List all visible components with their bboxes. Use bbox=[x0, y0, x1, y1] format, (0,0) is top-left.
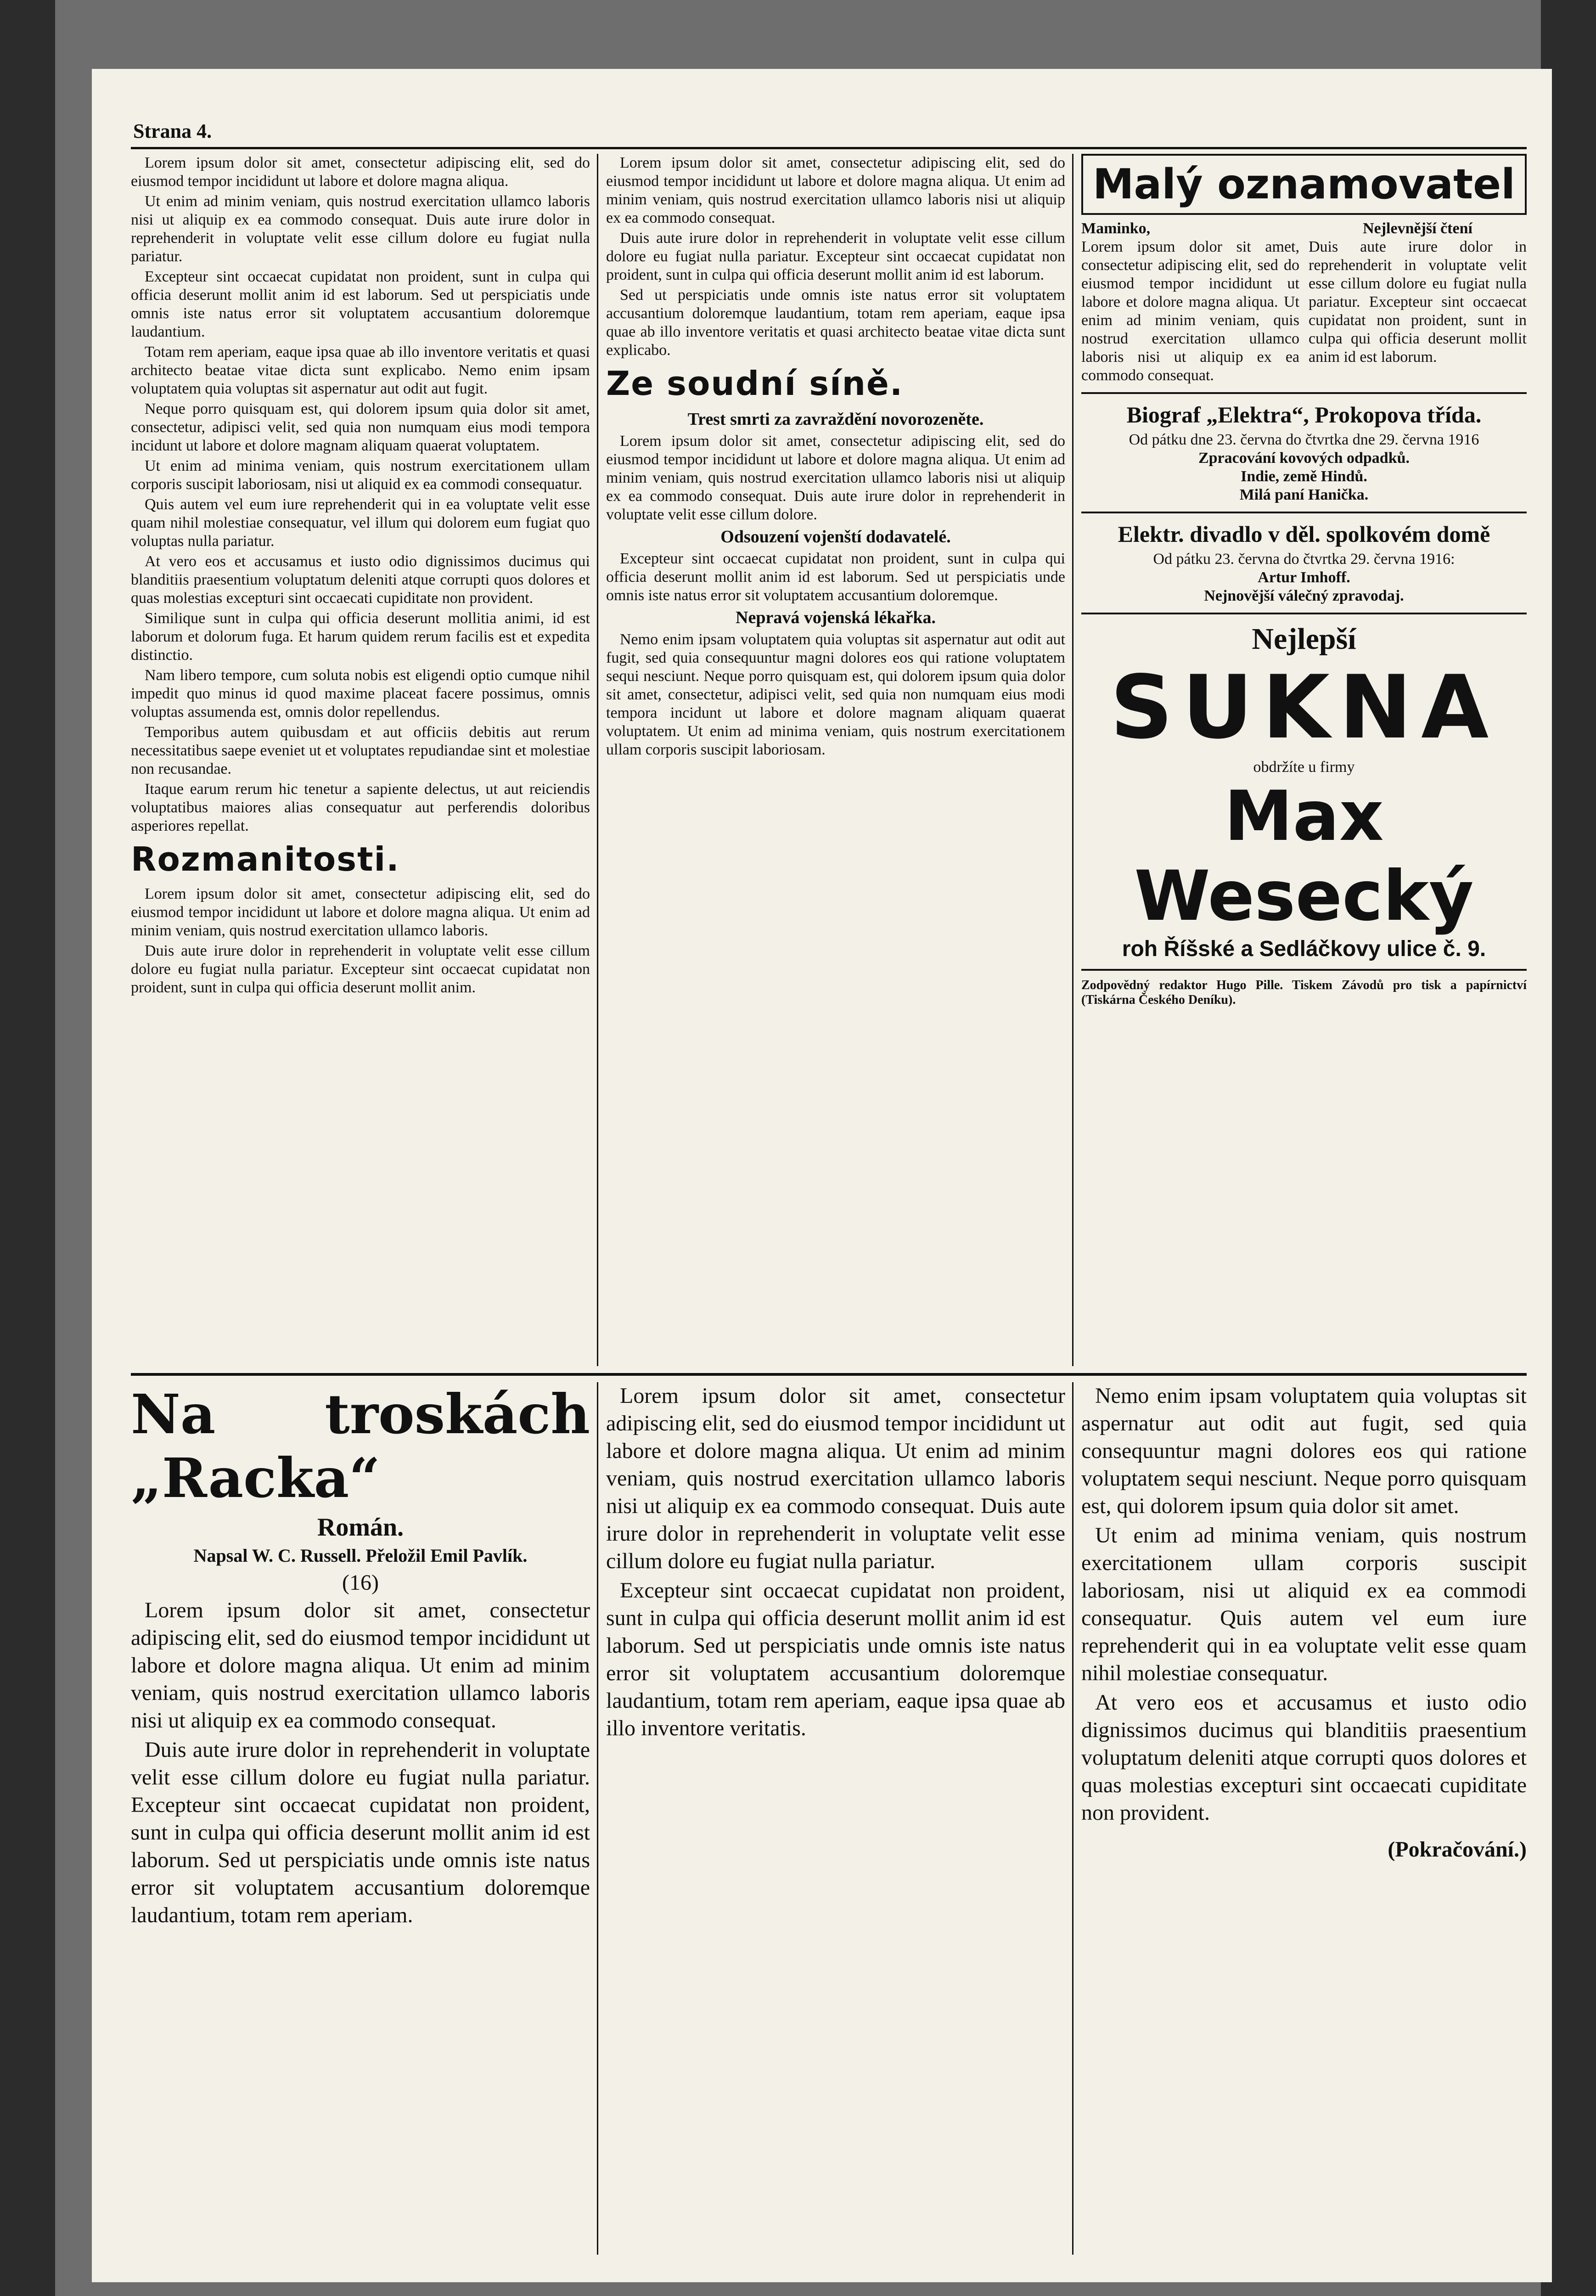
paragraph: Excepteur sint occaecat cupidatat non proident, sunt in culpa qui officia deserunt mollit anim id est laborum. Sed ut perspiciatis unde omnis iste natus error sit voluptatem accusantium doloremque laudantium. bbox=[131, 268, 590, 340]
big-ad-middle: obdržíte u firmy bbox=[1253, 759, 1355, 776]
serial-author: Napsal W. C. Russell. Přeložil Emil Pavlík. bbox=[193, 1545, 528, 1566]
paragraph: Lorem ipsum dolor sit amet, consectetur adipiscing elit, sed do eiusmod tempor incididunt ut labore et dolore magna aliqua. Ut enim ad minim veniam, quis nostrud exercitation ullamco laboris nisi ut aliquip ex ea commodo consequat. bbox=[131, 1598, 590, 1733]
paragraph: Neque porro quisquam est, qui dolorem ipsum quia dolor sit amet, consectetur, adipisci velit, sed quia non numquam eius modi tempora incidunt ut labore et dolore magnam aliquam quaerat voluptatem. bbox=[131, 400, 590, 454]
serial-column-2-paragraphs bbox=[606, 1382, 1065, 1742]
column-divider-1 bbox=[597, 154, 598, 1366]
cinema-1-program-1: Zpracování kovových odpadků. bbox=[1198, 450, 1410, 467]
cinema-1-title: Biograf „Elektra“, Prokopova třída. bbox=[1126, 402, 1482, 428]
ads-divider-3 bbox=[1081, 613, 1527, 614]
cinema-1-program-3: Milá paní Hanička. bbox=[1239, 486, 1369, 503]
paragraph: Duis aute irure dolor in reprehenderit in voluptate velit esse cillum dolore eu fugiat nulla pariatur. Excepteur sint occaecat cupidatat non proident, sunt in culpa qui officia deserunt mollit anim id est laborum. Sed ut perspiciatis unde omnis iste natus error sit voluptatem accusantium doloremque laudantium, totam rem aperiam. bbox=[131, 1738, 590, 1927]
serial-column-1 bbox=[131, 1382, 590, 2255]
court-paragraphs-1 bbox=[606, 432, 1065, 524]
paragraph: Sed ut perspiciatis unde omnis iste natus error sit voluptatem accusantium doloremque laudantium, totam rem aperiam, eaque ipsa quae ab illo inventore veritatis et quasi architecto beatae vitae dicta sunt explicabo. bbox=[606, 287, 1065, 359]
paragraph: At vero eos et accusamus et iusto odio dignissimos ducimus qui blanditiis praesentium voluptatum deleniti atque corrupti quos dolores et quas molestias excepturi sint occaecati cupiditate non provident. bbox=[131, 553, 590, 607]
section-rozmanitosti-paragraphs bbox=[131, 885, 590, 997]
big-ad-top: Nejlepší bbox=[1252, 622, 1356, 656]
paragraph: Excepteur sint occaecat cupidatat non proident, sunt in culpa qui officia deserunt mollit anim id est laborum. Sed ut perspiciatis unde omnis iste natus error sit voluptatem accusantium doloremque. bbox=[606, 550, 1065, 604]
column-1 bbox=[131, 154, 590, 1366]
paragraph: Lorem ipsum dolor sit amet, consectetur adipiscing elit, sed do eiusmod tempor incididunt ut labore et dolore magna aliqua. Ut enim ad minim veniam, quis nostrud exercitation ullamco laboris nisi ut aliquip ex ea commodo consequat. Duis aute irure dolor in reprehenderit in voluptate velit esse cillum dolore. bbox=[606, 433, 1065, 523]
cinema-2-title: Elektr. divadlo v děl. spolkovém domě bbox=[1118, 521, 1490, 547]
paragraph: Lorem ipsum dolor sit amet, consectetur adipiscing elit, sed do eiusmod tempor incididunt ut labore et dolore magna aliqua. Ut enim ad minim veniam, quis nostrud exercitation ullamco laboris nisi ut aliquip ex ea commodo consequat. Duis aute irure dolor in reprehenderit in voluptate velit esse cillum dolore eu fugiat nulla pariatur. bbox=[606, 1384, 1065, 1573]
small-ad-right-title: Nejlevnější čtení bbox=[1363, 220, 1472, 237]
paragraph: Nam libero tempore, cum soluta nobis est eligendi optio cumque nihil impedit quo minus id quod maxime placeat facere possimus, omnis voluptas assumenda est, omnis dolor repellendus. bbox=[131, 667, 590, 720]
ads-divider-1 bbox=[1081, 392, 1527, 394]
ads-divider-2 bbox=[1081, 512, 1527, 513]
paragraph: Duis aute irure dolor in reprehenderit in voluptate velit esse cillum dolore eu fugiat nulla pariatur. Excepteur sint occaecat cupidatat non proident, sunt in culpa qui officia deserunt mollit anim id est laborum. bbox=[606, 230, 1065, 283]
court-paragraphs-3 bbox=[606, 630, 1065, 759]
imprint: Zodpovědný redaktor Hugo Pille. Tiskem Závodů pro tisk a papírnictví (Tiskárna Českého Deníku). bbox=[1081, 978, 1527, 1007]
cinema-2-program-2: Nejnovější válečný zpravodaj. bbox=[1204, 587, 1404, 604]
serial-continued: (Pokračování.) bbox=[1388, 1837, 1527, 1862]
serial-divider-1 bbox=[597, 1382, 598, 2255]
serial-column-2 bbox=[606, 1382, 1065, 2255]
ads-divider-4 bbox=[1081, 969, 1527, 971]
serial-column-3-paragraphs bbox=[1081, 1382, 1527, 1827]
small-ads-title: Malý oznamovatel bbox=[1081, 154, 1527, 215]
paragraph: Totam rem aperiam, eaque ipsa quae ab illo inventore veritatis et quasi architecto beatae vitae dicta sunt explicabo. Nemo enim ipsam voluptatem quia voluptas sit aspernatur aut odit aut fugit. bbox=[131, 343, 590, 397]
paragraph: At vero eos et accusamus et iusto odio dignissimos ducimus qui blanditiis praesentium voluptatum deleniti atque corrupti quos dolores et quas molestias excepturi sint occaecati cupiditate non provident. bbox=[1081, 1690, 1527, 1825]
header-rule bbox=[131, 147, 1527, 149]
court-paragraphs-2 bbox=[606, 550, 1065, 605]
small-ad-left-text: Lorem ipsum dolor sit amet, consectetur adipiscing elit, sed do eiusmod tempor incididunt ut labore et dolore magna aliqua. Ut enim ad minim veniam, quis nostrud exercitation ullamco laboris nisi ut aliquip ex ea commodo consequat. bbox=[1081, 238, 1299, 384]
paragraph: Ut enim ad minim veniam, quis nostrud exercitation ullamco laboris nisi ut aliquip ex ea commodo consequat. Duis aute irure dolor in reprehenderit in voluptate velit esse cillum dolore eu fugiat nulla pariatur. bbox=[131, 193, 590, 265]
cinema-2-program-1: Artur Imhoff. bbox=[1258, 569, 1350, 586]
paragraph: Temporibus autem quibusdam et aut officiis debitis aut rerum necessitatibus saepe eveniet ut et voluptates repudiandae sint et molestiae non recusandae. bbox=[131, 724, 590, 777]
column-1-paragraphs bbox=[131, 154, 590, 835]
paragraph: Lorem ipsum dolor sit amet, consectetur adipiscing elit, sed do eiusmod tempor incididunt ut labore et dolore magna aliqua. Ut enim ad minim veniam, quis nostrud exercitation ullamco laboris. bbox=[131, 885, 590, 939]
court-section-title: Ze soudní síně. bbox=[606, 364, 904, 403]
paragraph: Nemo enim ipsam voluptatem quia voluptas sit aspernatur aut odit aut fugit, sed quia consequuntur magni dolores eos qui ratione voluptatem sequi nesciunt. Neque porro quisquam est, qui dolorem ipsum quia dolor sit amet, consectetur, adipisci velit, sed quia non numquam eius modi tempora incidunt ut labore et dolore magnam aliquam quaerat voluptatem. Ut enim ad minima veniam, quis nostrum exercitationem ullam corporis suscipit laboriosam. bbox=[606, 631, 1065, 758]
paragraph: Duis aute irure dolor in reprehenderit in voluptate velit esse cillum dolore eu fugiat nulla pariatur. Excepteur sint occaecat cupidatat non proident, sunt in culpa qui officia deserunt mollit anim. bbox=[131, 942, 590, 996]
page-left-edge bbox=[0, 0, 55, 2296]
section-title-rozmanitosti: Rozmanitosti. bbox=[131, 840, 400, 878]
small-ads-body bbox=[1081, 219, 1527, 385]
newspaper-page bbox=[92, 69, 1552, 2282]
serial-column-1-paragraphs bbox=[131, 1597, 590, 1929]
big-ad-address: roh Říšské a Sedláčkovy ulice č. 9. bbox=[1122, 937, 1486, 961]
column-3 bbox=[1081, 154, 1527, 1366]
paragraph: Quis autem vel eum iure reprehenderit qui in ea voluptate velit esse quam nihil molestiae consequatur, vel illum qui dolorem eum fugiat quo voluptas nulla pariatur. bbox=[131, 496, 590, 550]
column-divider-2 bbox=[1072, 154, 1073, 1366]
cinema-2-dates: Od pátku 23. června do čtvrtka 29. června 1916: bbox=[1153, 551, 1455, 568]
court-subtitle-3: Nepravá vojenská lékařka. bbox=[736, 608, 936, 627]
paragraph: Ut enim ad minima veniam, quis nostrum exercitationem ullam corporis suscipit laboriosam, nisi ut aliquid ex ea commodi consequatur. Quis autem vel eum iure reprehenderit qui in ea voluptate velit esse quam nihil molestiae consequatur. bbox=[1081, 1523, 1527, 1685]
paragraph: Lorem ipsum dolor sit amet, consectetur adipiscing elit, sed do eiusmod tempor incididunt ut labore et dolore magna aliqua. bbox=[131, 154, 590, 190]
big-ad-company-name: Max Wesecký bbox=[1134, 777, 1474, 936]
court-subtitle-2: Odsouzení vojenští dodavatelé. bbox=[720, 527, 951, 546]
small-ad-right bbox=[1309, 219, 1527, 385]
court-subtitle-1: Trest smrti za zavraždění novorozeněte. bbox=[687, 410, 984, 429]
page-number: Strana 4. bbox=[133, 120, 212, 142]
column-2-paragraphs bbox=[606, 154, 1065, 360]
paragraph: Lorem ipsum dolor sit amet, consectetur adipiscing elit, sed do eiusmod tempor incididunt ut labore et dolore magna aliqua. Ut enim ad minim veniam, quis nostrud exercitation ullamco laboris nisi ut aliquip ex ea commodo consequat. bbox=[606, 154, 1065, 226]
big-ad-title: SUKNA bbox=[1110, 657, 1498, 758]
paragraph: Similique sunt in culpa qui officia deserunt mollitia animi, id est laborum et dolorum fuga. Et harum quidem rerum facilis est et expedita distinctio. bbox=[131, 610, 590, 664]
cinema-1-dates: Od pátku dne 23. června do čtvrtka dne 29. června 1916 bbox=[1129, 431, 1479, 448]
serial-subtitle: Román. bbox=[317, 1513, 404, 1542]
paragraph: Excepteur sint occaecat cupidatat non proident, sunt in culpa qui officia deserunt mollit anim id est laborum. Sed ut perspiciatis unde omnis iste natus error sit voluptatem accusantium doloremque laudantium, totam rem aperiam, eaque ipsa quae ab illo inventore veritatis. bbox=[606, 1578, 1065, 1740]
paragraph: Nemo enim ipsam voluptatem quia voluptas sit aspernatur aut odit aut fugit, sed quia consequuntur magni dolores eos qui ratione voluptatem sequi nesciunt. Neque porro quisquam est, qui dolorem ipsum quia dolor sit amet. bbox=[1081, 1384, 1527, 1518]
paragraph: Itaque earum rerum hic tenetur a sapiente delectus, ut aut reiciendis voluptatibus maiores alias consequatur aut perferendis doloribus asperiores repellat. bbox=[131, 781, 590, 834]
serial-column-3 bbox=[1081, 1382, 1527, 2255]
small-ad-left-title: Maminko, bbox=[1081, 220, 1151, 237]
serial-divider bbox=[131, 1373, 1527, 1376]
serial-part: (16) bbox=[342, 1570, 379, 1595]
small-ad-right-text: Duis aute irure dolor in reprehenderit in voluptate velit esse cillum dolore eu fugiat nulla pariatur. Excepteur sint occaecat cupidatat non proident, sunt in culpa qui officia deserunt mollit anim id est laborum. bbox=[1309, 238, 1527, 366]
serial-title: Na troskách „Racka“ bbox=[131, 1382, 590, 1510]
small-ad-left bbox=[1081, 219, 1299, 385]
column-2 bbox=[606, 154, 1065, 1366]
paragraph: Ut enim ad minima veniam, quis nostrum exercitationem ullam corporis suscipit laboriosam, nisi ut aliquid ex ea commodi consequatur. bbox=[131, 457, 590, 493]
cinema-1-program-2: Indie, země Hindů. bbox=[1241, 468, 1367, 485]
serial-divider-2 bbox=[1072, 1382, 1073, 2255]
